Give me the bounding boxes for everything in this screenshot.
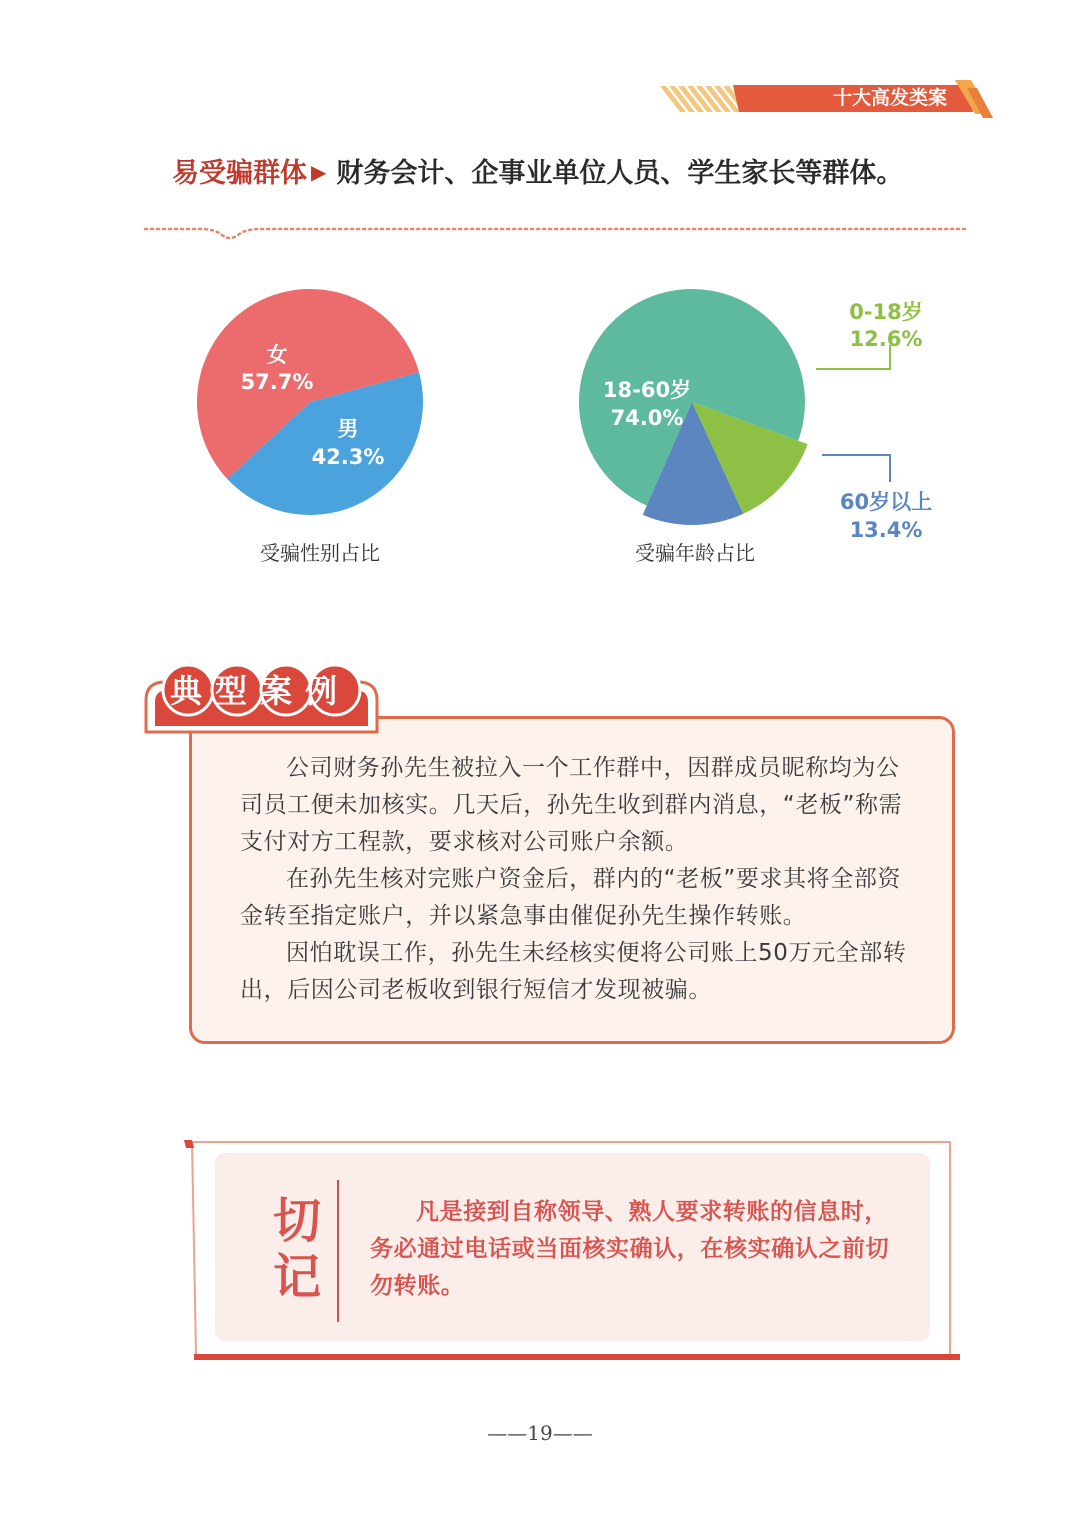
slice-label-18-60: 18-60岁 xyxy=(602,378,692,402)
age-pie-chart xyxy=(560,285,980,545)
reminder-text: 凡是接到自称领导、熟人要求转账的信息时，务必通过电话或当面核实确认，在核实确认之前切勿转账。 xyxy=(370,1199,890,1299)
gender-chart-caption: 受骗性别占比 xyxy=(260,541,380,565)
reminder-title-char: 记 xyxy=(272,1249,321,1305)
gender-pie-chart xyxy=(180,275,440,525)
case-paragraph: 公司财务孙先生被拉入一个工作群中，因群成员昵称均为公司员工便未加核实。几天后，孙先生收到群内消息，“老板”称需支付对方工程款，要求核对公司账户余额。 xyxy=(240,755,903,855)
slice-value-60-plus: 13.4% xyxy=(849,518,923,542)
vulnerable-groups-label: 易受骗群体 xyxy=(172,158,307,189)
header-banner-title: 十大高发类案 xyxy=(832,87,947,109)
case-paragraph: 因怕耽误工作，孙先生未经核实便将公司账上50万元全部转出，后因公司老板收到银行短信才发现被骗。 xyxy=(240,940,907,1003)
triangle-right-icon: ▶ xyxy=(311,160,327,184)
slice-label-0-18: 0-18岁 xyxy=(849,300,923,324)
slice-label-60-plus: 60岁以上 xyxy=(839,490,933,514)
slice-value-female: 57.7% xyxy=(240,370,314,394)
leader-line-60-plus xyxy=(822,455,890,482)
slice-value-18-60: 74.0% xyxy=(610,406,684,430)
case-body xyxy=(240,750,920,1009)
slice-label-male: 男 xyxy=(337,417,359,441)
reminder-title xyxy=(262,1193,332,1305)
reminder-title-char: 切 xyxy=(272,1193,321,1249)
slice-label-female: 女 xyxy=(266,343,288,367)
reminder-divider xyxy=(337,1180,339,1322)
slice-value-0-18: 12.6% xyxy=(849,327,923,351)
age-chart-caption: 受骗年龄占比 xyxy=(635,541,755,565)
dotted-divider xyxy=(140,215,970,245)
case-paragraph: 在孙先生核对完账户资金后，群内的“老板”要求其将全部资金转至指定账户，并以紧急事由催促孙先生操作转账。 xyxy=(240,866,902,929)
case-title: 典型案例 xyxy=(169,672,350,710)
vulnerable-groups-line xyxy=(172,152,992,196)
page-number: ——19—— xyxy=(487,1421,593,1445)
vulnerable-groups-text: 财务会计、企事业单位人员、学生家长等群体。 xyxy=(336,158,904,189)
slice-value-male: 42.3% xyxy=(311,445,385,469)
reminder-text-block xyxy=(370,1194,890,1305)
